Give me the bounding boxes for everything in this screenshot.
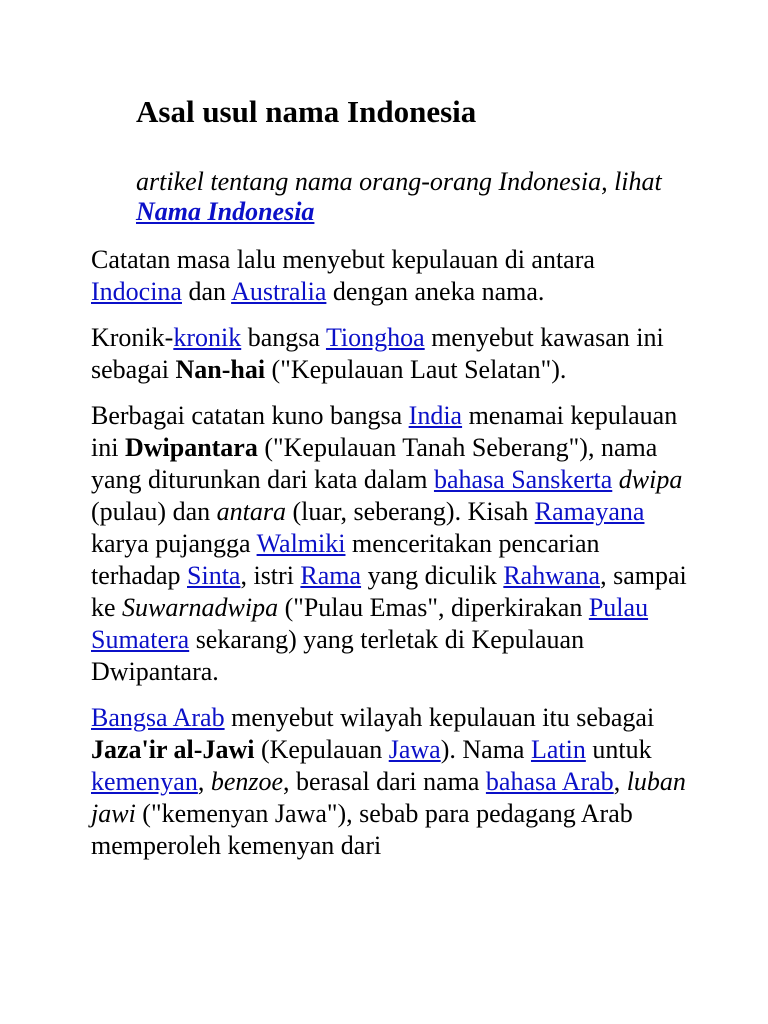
p3-text-9: yang diculik xyxy=(367,561,497,590)
p4-text-5: , xyxy=(197,767,205,796)
suwarnadwipa-term: Suwarnadwipa xyxy=(122,593,279,622)
hatnote xyxy=(136,167,696,227)
luban-jawi-term: luban jawi xyxy=(91,767,686,828)
bangsa-arab-link[interactable]: Bangsa Arab xyxy=(91,703,225,732)
paragraph-2 xyxy=(91,322,691,386)
p2-text-4: ("Kepulauan Laut Selatan"). xyxy=(271,355,567,384)
jawa-link[interactable]: Jawa xyxy=(388,735,441,764)
antara-term: antara xyxy=(216,497,286,526)
rahwana-link[interactable]: Rahwana xyxy=(503,561,601,590)
p3-text-6: karya pujangga xyxy=(91,529,251,558)
p3-text-7: menceritakan pencarian terhadap xyxy=(91,529,600,590)
tionghoa-link[interactable]: Tionghoa xyxy=(325,323,425,352)
p2-text-1: Kronik- xyxy=(91,323,174,352)
bahasa-arab-link[interactable]: bahasa Arab xyxy=(485,767,614,796)
p4-text-1: menyebut wilayah kepulauan itu sebagai xyxy=(231,703,655,732)
dwipa-term: dwipa xyxy=(618,465,683,494)
p3-text-8: , istri xyxy=(240,561,294,590)
kemenyan-link[interactable]: kemenyan xyxy=(91,767,198,796)
p3-text-1: Berbagai catatan kuno bangsa xyxy=(91,401,403,430)
p4-text-8: ("kemenyan Jawa"), sebab para pedagang Arab memperoleh kemenyan dari xyxy=(91,799,633,860)
paragraph-4 xyxy=(91,702,691,862)
india-link[interactable]: India xyxy=(408,401,463,430)
p4-text-4: untuk xyxy=(592,735,652,764)
dwipantara-term: Dwipantara xyxy=(124,433,258,462)
p4-text-3: ). Nama xyxy=(440,735,525,764)
sinta-link[interactable]: Sinta xyxy=(187,561,241,590)
rama-link[interactable]: Rama xyxy=(300,561,362,590)
p3-text-3: ("Kepulauan Tanah Seberang"), nama yang diturunkan dari kata dalam xyxy=(91,433,658,494)
kronik-link[interactable]: kronik xyxy=(173,323,242,352)
hatnote-text: artikel tentang nama orang-orang Indonesia, lihat xyxy=(136,167,662,196)
p3-text-12: sekarang) yang terletak di Kepulauan Dwipantara. xyxy=(91,625,585,686)
p1-text-3: dengan aneka nama. xyxy=(332,277,545,306)
page-title: Asal usul nama Indonesia xyxy=(136,94,477,129)
p3-text-10: , sampai ke xyxy=(91,561,687,622)
p3-text-11: ("Pulau Emas", diperkirakan xyxy=(284,593,583,622)
jazair-term: Jaza'ir al-Jawi xyxy=(91,735,255,764)
paragraph-3 xyxy=(91,400,691,688)
p3-text-4: (pulau) dan xyxy=(91,497,211,526)
p1-text-2: dan xyxy=(188,277,227,306)
ramayana-link[interactable]: Ramayana xyxy=(534,497,645,526)
paragraph-1 xyxy=(91,244,691,308)
nan-hai-term: Nan-hai xyxy=(175,355,266,384)
latin-link[interactable]: Latin xyxy=(530,735,586,764)
p2-text-2: bangsa xyxy=(247,323,320,352)
article-body xyxy=(91,244,691,876)
p4-text-7: , xyxy=(613,767,621,796)
nama-indonesia-link[interactable]: Nama Indonesia xyxy=(136,197,315,226)
p3-text-5: (luar, seberang). Kisah xyxy=(292,497,529,526)
p4-text-2: (Kepulauan xyxy=(260,735,383,764)
indocina-link[interactable]: Indocina xyxy=(91,277,182,306)
p2-text-3: menyebut kawasan ini sebagai xyxy=(91,323,664,384)
p4-text-6: , berasal dari nama xyxy=(283,767,480,796)
pulau-sumatera-link[interactable]: Pulau Sumatera xyxy=(91,593,649,654)
p1-text-1: Catatan masa lalu menyebut kepulauan di antara xyxy=(91,245,595,274)
p3-text-2: menamai kepulauan ini xyxy=(91,401,678,462)
australia-link[interactable]: Australia xyxy=(231,277,327,306)
walmiki-link[interactable]: Walmiki xyxy=(256,529,346,558)
benzoe-term: benzoe xyxy=(210,767,284,796)
bahasa-sanskerta-link[interactable]: bahasa Sanskerta xyxy=(433,465,613,494)
